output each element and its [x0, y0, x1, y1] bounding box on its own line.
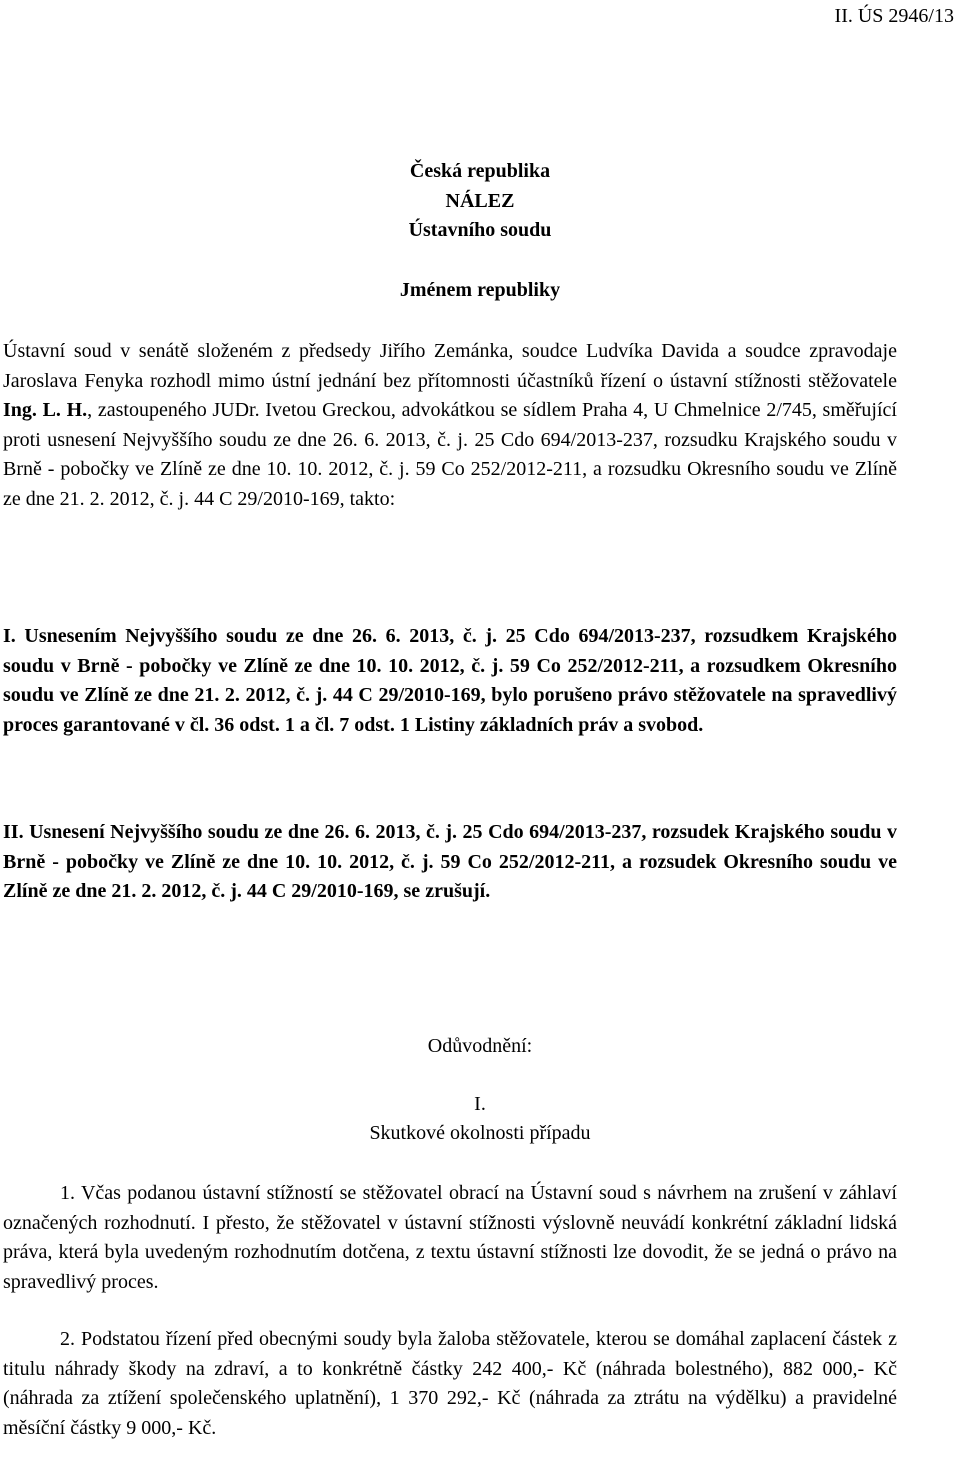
intro-paragraph	[3, 337, 897, 514]
section-title: Skutkové okolnosti případu	[369, 1122, 591, 1144]
case-number: II. ÚS 2946/13	[834, 5, 954, 27]
title-court: Ústavního soudu	[408, 219, 552, 241]
intro-text-part2: , zastoupeného JUDr. Ivetou Greckou, advokátkou se sídlem Praha 4, U Chmelnice 2/745, směřující proti usnesení Nejvyššího soudu ze dne 26. 6. 2013, č. j. 25 Cdo 694/2013-237, rozsudku Krajského soudu v Brně - pobočky ve Zlíně ze dne 10. 10. 2012, č. j. 59 Co 252/2012-211, a rozsudku Okresního soudu ve Zlíně ze dne 21. 2. 2012, č. j. 44 C 29/2010-169, takto:	[3, 399, 897, 510]
verdict-point-1: I. Usnesením Nejvyššího soudu ze dne 26. 6. 2013, č. j. 25 Cdo 694/2013-237, rozsudkem Krajského soudu v Brně - pobočky ve Zlíně ze dne 10. 10. 2012, č. j. 59 Co 252/2012-211, a rozsudkem Okresního soudu ve Zlíně ze dne 21. 2. 2012, č. j. 44 C 29/2010-169, bylo porušeno právo stěžovatele na spravedlivý proces garantované v čl. 36 odst. 1 a čl. 7 odst. 1 Listiny základních práv a svobod.	[3, 625, 897, 736]
section-number: I.	[474, 1093, 486, 1115]
paragraph-1-text: 1. Včas podanou ústavní stížností se stěžovatel obrací na Ústavní soud s návrhem na zrušení v záhlaví označených rozhodnutí. I přesto, že stěžovatel v ústavní stížnosti výslovně neuvádí konkrétní základní lidská práva, která byla uvedeným rozhodnutím dotčena, z textu ústavní stížnosti lze dovodit, že se jedná o právo na spravedlivý proces.	[3, 1182, 897, 1293]
intro-text-part1: Ústavní soud v senátě složeném z předsedy Jiřího Zemánka, soudce Ludvíka Davida a soudce zpravodaje Jaroslava Fenyka rozhodl mimo ústní jednání bez přítomnosti účastníků řízení o ústavní stížnosti stěžovatele	[3, 340, 897, 392]
title-decision-type: NÁLEZ	[445, 190, 515, 212]
title-country: Česká republika	[409, 160, 551, 182]
paragraph-1	[3, 1179, 897, 1297]
paragraph-2-text: 2. Podstatou řízení před obecnými soudy byla žaloba stěžovatele, kterou se domáhal zaplacení částek z titulu náhrady škody na zdraví, a to konkrétně částky 242 400,- Kč (náhrada bolestného), 882 000,- Kč (náhrada za ztížení společenského uplatnění), 1 370 292,- Kč (náhrada za ztrátu na výdělku) a pravidelné měsíční částky 9 000,- Kč.	[3, 1328, 897, 1439]
verdict-point-2: II. Usnesení Nejvyššího soudu ze dne 26. 6. 2013, č. j. 25 Cdo 694/2013-237, rozsudek Krajského soudu v Brně - pobočky ve Zlíně ze dne 10. 10. 2012, č. j. 59 Co 252/2012-211, a rozsudek Okresního soudu ve Zlíně ze dne 21. 2. 2012, č. j. 44 C 29/2010-169, se zrušují.	[3, 821, 897, 902]
paragraph-2	[3, 1325, 897, 1443]
title-in-name-of-republic: Jménem republiky	[399, 279, 561, 301]
complainant-name: Ing. L. H.	[3, 399, 88, 421]
reasoning-heading: Odůvodnění:	[427, 1035, 533, 1057]
